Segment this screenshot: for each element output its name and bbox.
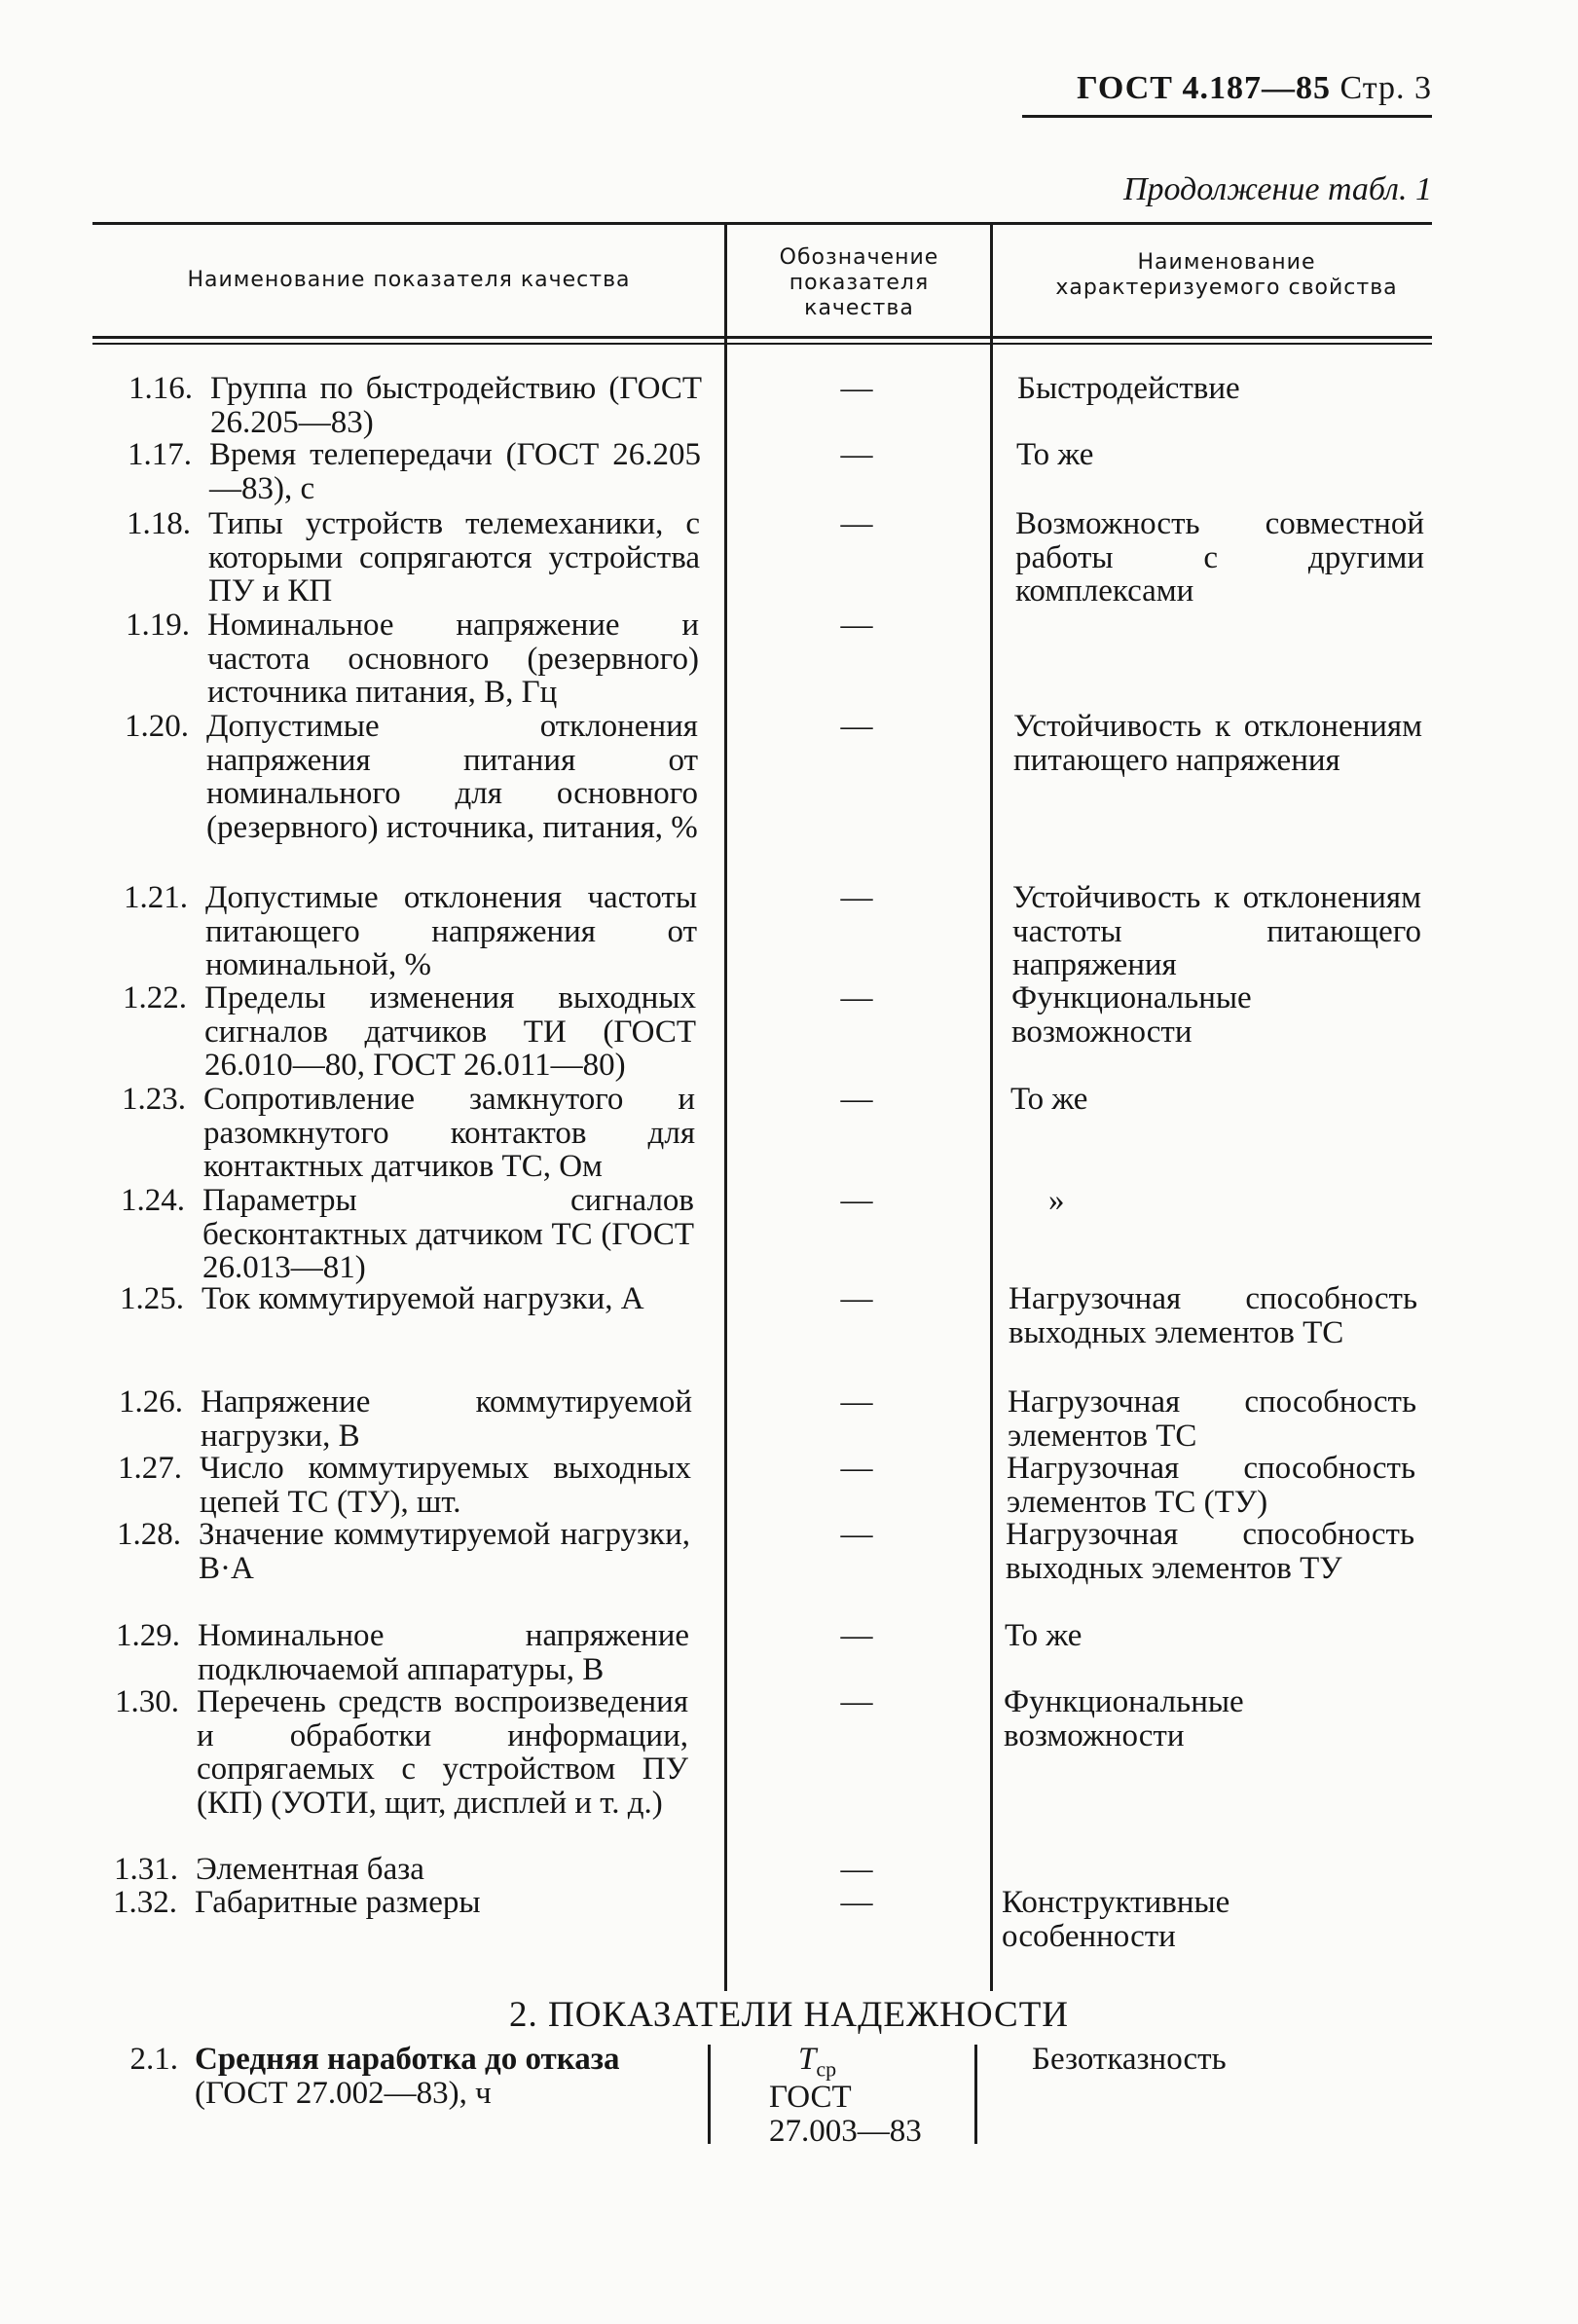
row-number: 1.23. [122,1082,186,1117]
row-property: Конструктивные особенности [1002,1885,1230,1954]
row-property: » [1048,1183,1065,1218]
row-designation: — [840,1451,873,1486]
row-designation: — [840,371,873,406]
column-header-name: Наименование показателя качества [187,268,631,292]
row-name: Габаритные размеры [195,1885,481,1920]
row-name: Число коммутируемых выходных цепей ТС (ТУ), шт. [200,1451,691,1520]
designation-ref-1: ГОСТ [769,2080,852,2116]
designation-ref-2: 27.003—83 [769,2113,922,2149]
row-designation: — [840,1852,873,1887]
row-number: 1.32. [113,1885,177,1920]
row-number: 1.18. [127,506,191,541]
row-number: 1.30. [115,1684,179,1719]
row-property: То же [1005,1618,1083,1653]
row-property: То же [1010,1082,1088,1117]
row-name: Допустимые отклонения напряжения питания от номинального для основного (резервного) источника, питания, % [206,709,698,845]
row-designation: — [840,1618,873,1653]
row-name: Номинальное напряжение и частота основного (резервного) источника питания, В, Гц [207,608,699,710]
row-name: Время телепередачи (ГОСТ 26.205—83), с [209,437,701,506]
row-property: Нагрузочная способность выходных элементов ТС [1009,1281,1417,1350]
table-top-rule [92,222,1432,225]
page-header [1077,70,1432,107]
gost-number: ГОСТ 4.187—85 [1077,70,1331,106]
row-number: 1.31. [114,1852,178,1887]
row-name: Номинальное напряжение подключаемой аппаратуры, В [198,1618,689,1687]
row-designation: — [840,980,873,1015]
row-number: 1.29. [116,1618,180,1653]
table-header-rule-1 [92,336,1432,339]
row-designation [740,2043,983,2148]
row-property: Нагрузочная способность выходных элементов ТУ [1006,1517,1414,1586]
row-name: Допустимые отклонения частоты питающего напряжения от номинальной, % [205,880,697,982]
row-designation: — [840,880,873,915]
row-number: 1.19. [126,608,190,643]
row-designation: — [840,506,873,541]
row-name-rest: (ГОСТ 27.002—83), ч [195,2075,492,2111]
row-property: Возможность совместной работы с другими комплексами [1015,506,1424,609]
row-name: Пределы изменения выходных сигналов датчиков ТИ (ГОСТ 26.010—80, ГОСТ 26.011—80) [204,980,696,1083]
row-property: Нагрузочная способность элементов ТС [1008,1384,1416,1454]
row-number: 1.20. [125,709,189,744]
row-name: Перечень средств воспроизведения и обработки информации, сопрягаемых с устройством ПУ (КП) (УОТИ, щит, дисплей и т. д.) [197,1684,688,1821]
row-designation: — [840,1384,873,1420]
row-designation: — [840,608,873,643]
page-number: Стр. 3 [1339,70,1432,106]
row-designation: — [840,1885,873,1920]
row-number: 1.17. [128,437,192,472]
row-designation: — [840,1082,873,1117]
row-number: 1.22. [123,980,187,1015]
row-designation: — [840,437,873,472]
row-name: Значение коммутируемой нагрузки, В·А [199,1517,690,1586]
row-designation: — [840,1684,873,1719]
row-name-bold: Средняя наработка до отказа [195,2042,620,2077]
row-designation: — [840,1183,873,1218]
row-number: 1.27. [118,1451,182,1486]
row-name: Ток коммутируемой нагрузки, А [202,1281,644,1316]
row-property: Устойчивость к отклонениям питающего напряжения [1013,709,1422,778]
row-property: То же [1016,437,1094,472]
row-number: 1.26. [119,1384,183,1420]
row-number: 1.16. [128,371,193,406]
column-header-designation: Обозначение показателя качества [779,245,939,320]
row-designation: — [840,1281,873,1316]
row-name: Типы устройств телемеханики, с которыми сопрягаются устройства ПУ и КП [208,506,700,609]
header-rule [1022,115,1432,118]
row-designation: — [840,709,873,744]
designation-symbol: T [798,2042,817,2077]
section2-divider-1 [708,2045,711,2144]
row-property: Быстродействие [1017,371,1240,406]
section-heading: 2. ПОКАЗАТЕЛИ НАДЕЖНОСТИ [508,1995,1070,2035]
row-property: Функциональные возможности [1011,980,1252,1050]
row-number: 1.25. [120,1281,184,1316]
row-property: Устойчивость к отклонениям частоты питающего напряжения [1012,880,1421,982]
row-number: 1.28. [117,1517,181,1552]
continuation-label: Продолжение табл. 1 [1122,171,1432,207]
row-name: Элементная база [196,1852,424,1887]
row-number: 2.1. [129,2042,178,2077]
column-header-property: Наименование характеризуемого свойства [1055,250,1398,300]
row-designation: — [840,1517,873,1552]
row-name [195,2043,691,2110]
row-name: Сопротивление замкнутого и разомкнутого контактов для контактных датчиков ТС, Ом [203,1082,695,1184]
row-property: Функциональные возможности [1004,1684,1244,1753]
row-property: Нагрузочная способность элементов ТС (ТУ) [1007,1451,1415,1520]
row-number: 1.24. [121,1183,185,1218]
row-name: Группа по быстродействию (ГОСТ 26.205—83) [210,371,702,440]
row-name: Напряжение коммутируемой нагрузки, В [201,1384,692,1454]
table-header-rule-2 [92,343,1432,345]
designation-subscript: ср [816,2056,837,2082]
row-number: 1.21. [124,880,188,915]
row-name: Параметры сигналов бесконтактных датчиком ТС (ГОСТ 26.013—81) [202,1183,694,1285]
row-property: Безотказность [1032,2042,1227,2077]
